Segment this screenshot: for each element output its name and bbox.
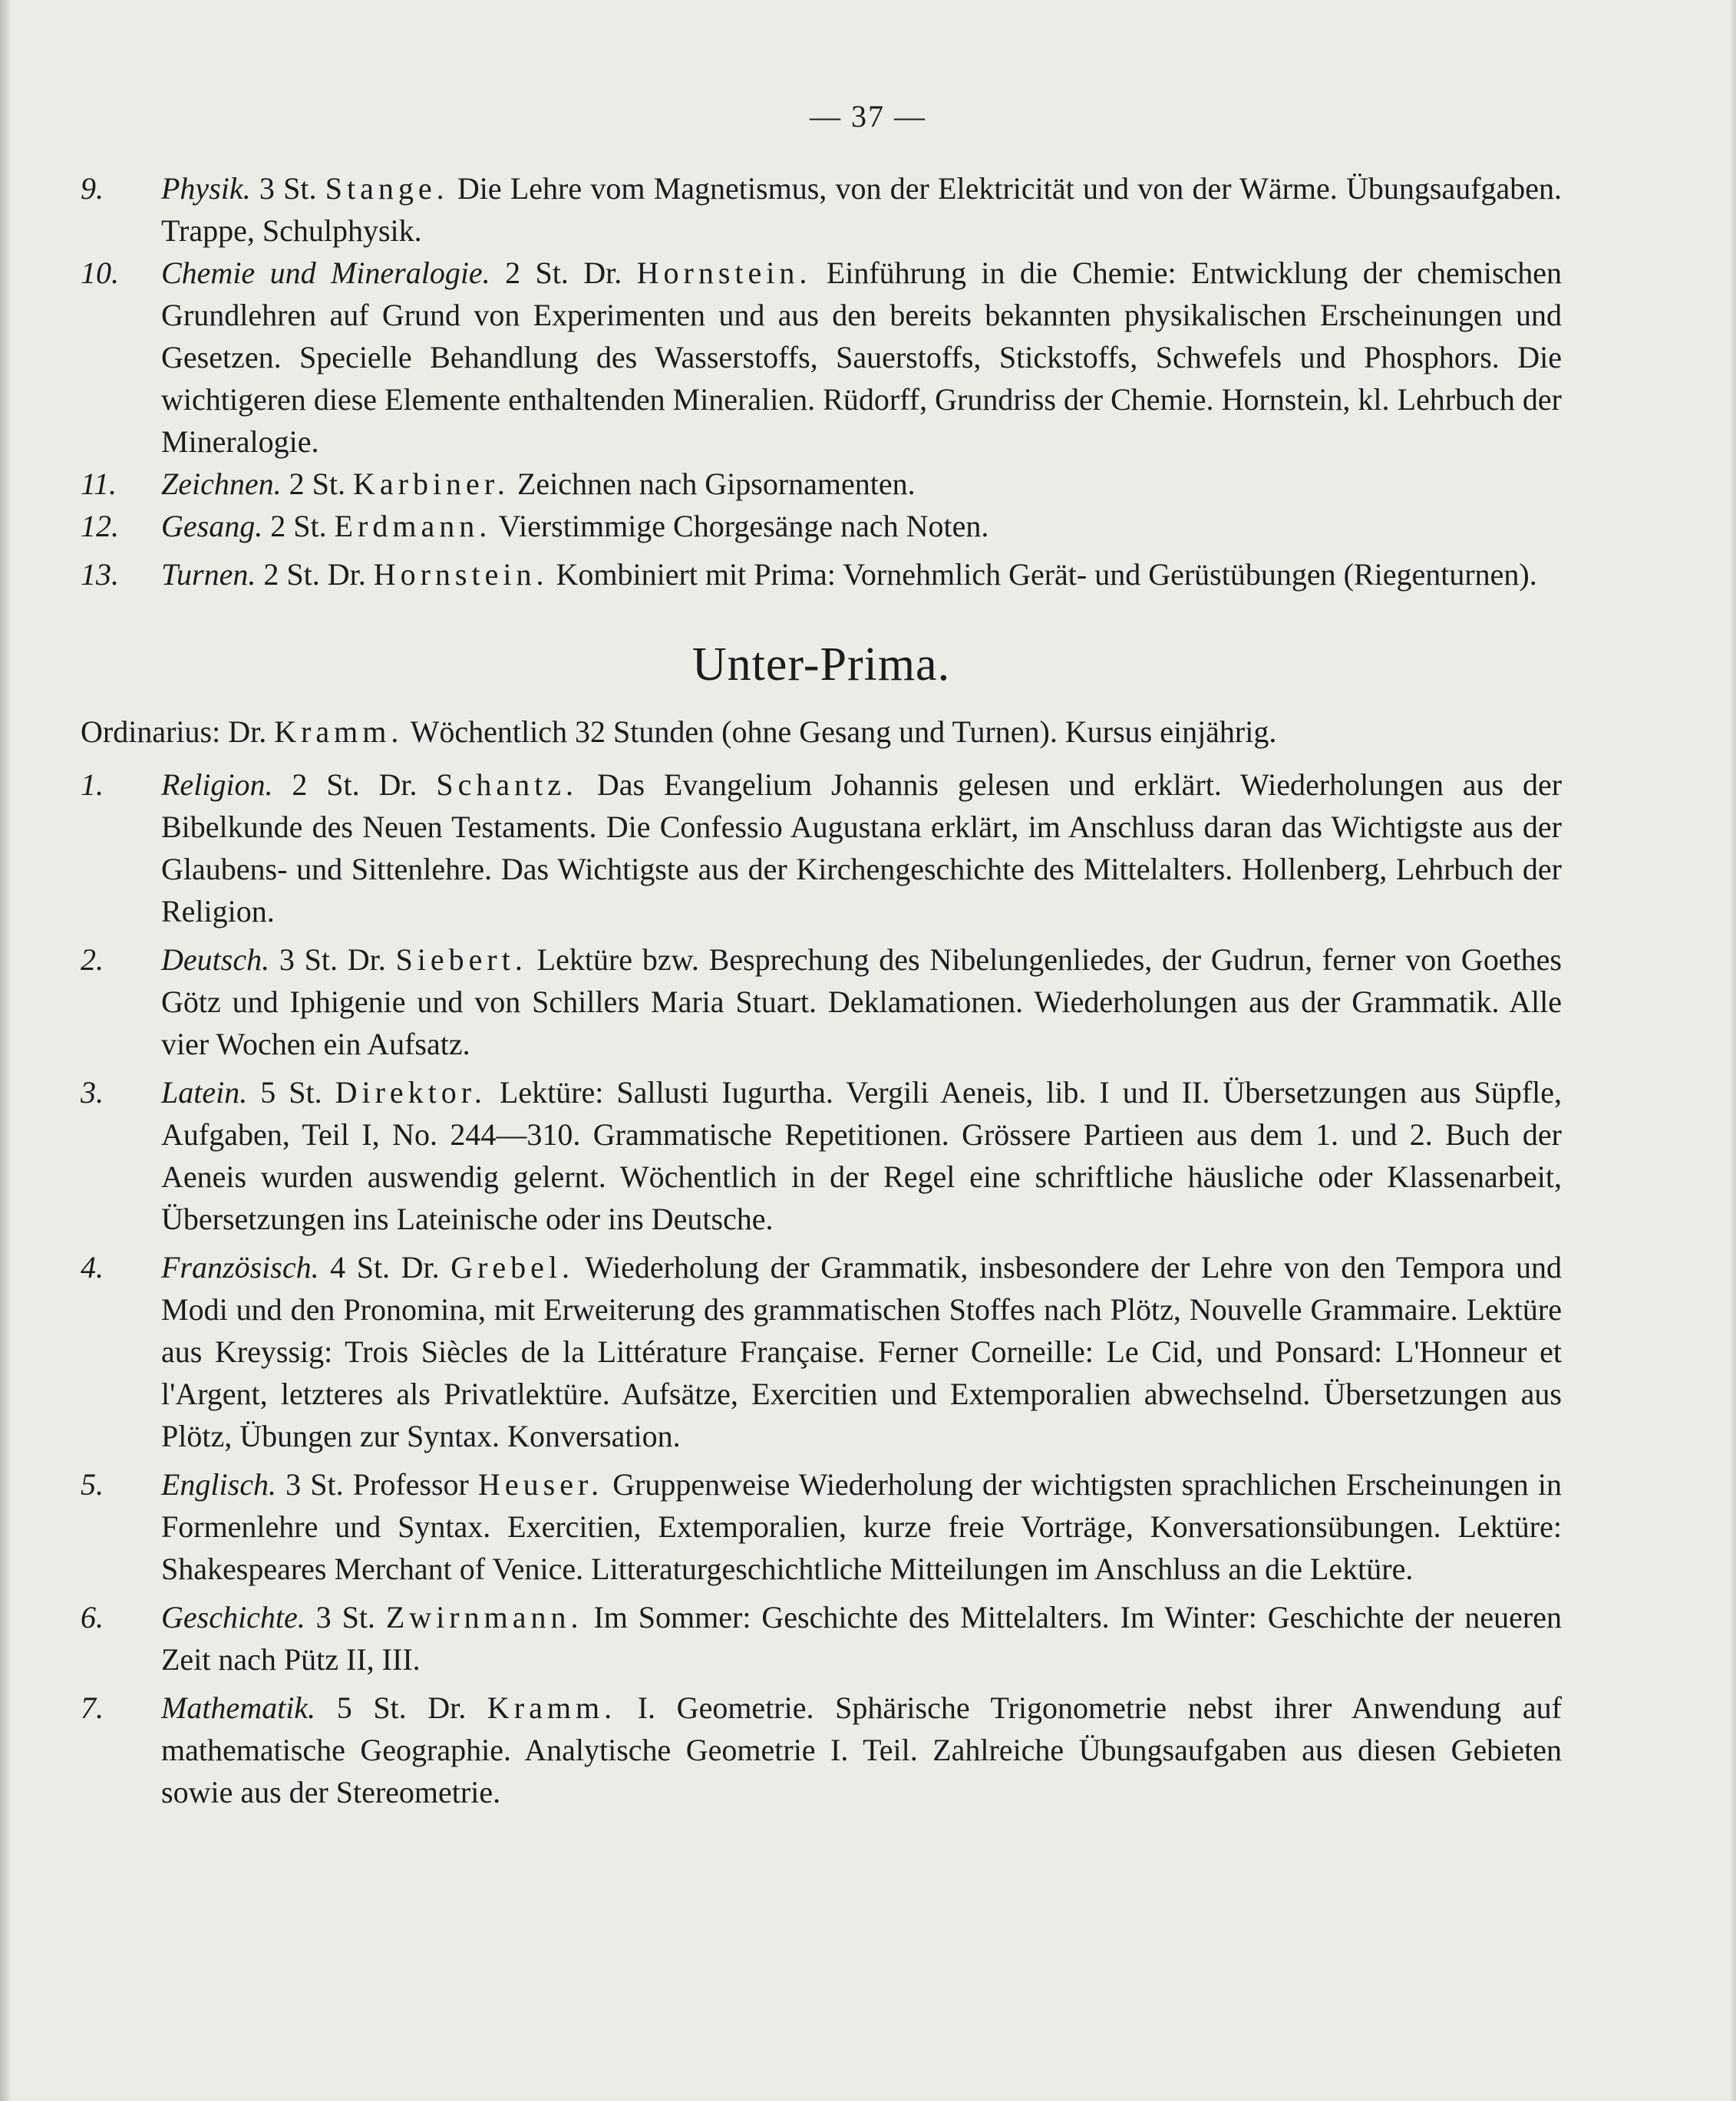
- entry-text: Lektüre: Sallusti Iugurtha. Vergili Aeneis, lib. I und II. Übersetzungen aus Süpfle, Aufgaben, Teil I, No. 244—310. Grammatische Repetitionen. Grössere Partieen aus dem 1. und 2. Buch der Aeneis wurden auswendig gelernt. Wöchentlich in der Regel eine schriftliche häusliche oder Klassenarbeit, Übersetzungen ins Lateinische oder ins Deutsche.: [161, 1075, 1563, 1236]
- entry-teacher: Hornstein.: [636, 256, 812, 290]
- entry-turnen: [81, 553, 1562, 595]
- entry-hours: 2 St.: [289, 467, 345, 501]
- page-content: [81, 167, 1562, 1813]
- page-number: — 37 —: [810, 99, 926, 134]
- ordinarius-line: [81, 711, 1562, 753]
- entry-teacher: Hornstein.: [373, 557, 549, 592]
- entry-subject: Latein.: [161, 1075, 248, 1110]
- entry-number: 6.: [81, 1600, 104, 1634]
- entry-text: Die Lehre vom Magnetismus, von der Elektricität und von der Wärme. Übungsaufgaben. Trappe, Schulphysik.: [161, 171, 1563, 248]
- entry-geschichte: [81, 1596, 1562, 1680]
- entry-subject: Zeichnen.: [161, 467, 282, 501]
- entry-subject: Religion.: [161, 767, 273, 802]
- entry-subject: Englisch.: [161, 1467, 276, 1502]
- entry-franzoesisch: [81, 1246, 1562, 1457]
- entry-hours: 5 St.: [260, 1075, 322, 1110]
- entry-hours: 2 St.: [270, 509, 327, 543]
- page-edge-left: [0, 0, 11, 2101]
- entry-subject: Französisch.: [161, 1250, 319, 1285]
- entry-number: 1.: [81, 767, 104, 802]
- entry-number: 7.: [81, 1690, 104, 1725]
- ordinarius-label: Ordinarius:: [81, 714, 221, 749]
- entry-text: Vierstimmige Chorgesänge nach Noten.: [498, 509, 989, 543]
- entry-text: I. Geometrie. Sphärische Trigonometrie nebst ihrer Anwendung auf mathematische Geographie. Analytische Geometrie I. Teil. Zahlreiche Übungsaufgaben aus diesen Gebieten sowie aus der Stereometrie.: [161, 1690, 1562, 1809]
- entry-text: Im Sommer: Geschichte des Mittelalters. Im Winter: Geschichte der neueren Zeit nach Pütz II, III.: [161, 1600, 1562, 1677]
- entry-hours: 5 St.: [336, 1690, 407, 1725]
- entry-latein: [81, 1071, 1562, 1240]
- entry-teacher: Schantz.: [436, 767, 578, 802]
- entry-teacher: Grebel.: [451, 1250, 575, 1285]
- entry-number: 5.: [81, 1467, 104, 1502]
- entry-teacher: Zwirnmann.: [385, 1600, 583, 1634]
- entry-subject: Turnen.: [161, 557, 256, 592]
- entry-gesang: [81, 505, 1562, 547]
- entry-hours: 3 St.: [279, 942, 338, 977]
- entry-teacher: Direktor.: [335, 1075, 487, 1110]
- entry-subject: Deutsch.: [161, 942, 270, 977]
- entry-subject: Mathematik.: [161, 1690, 316, 1725]
- entry-chemie: [81, 252, 1562, 463]
- entry-text: Lektüre bzw. Besprechung des Nibelungenliedes, der Gudrun, ferner von Goethes Götz und Iphigenie und von Schillers Maria Stuart. Deklamationen. Wiederholungen aus der Grammatik. Alle vier Wochen ein Aufsatz.: [161, 942, 1562, 1061]
- entry-teacher-title: Dr.: [327, 557, 366, 592]
- ordinarius-name: Kramm.: [274, 714, 404, 749]
- entry-number: 10.: [81, 256, 119, 290]
- entry-hours: 4 St.: [330, 1250, 391, 1285]
- entry-teacher: Erdmann.: [334, 509, 492, 543]
- entry-teacher-title: Dr.: [427, 1690, 467, 1725]
- entry-zeichnen: [81, 463, 1562, 505]
- entry-subject: Physik.: [161, 171, 251, 206]
- entry-teacher: Siebert.: [395, 942, 527, 977]
- ordinarius-title: Dr.: [228, 714, 267, 749]
- entry-hours: 3 St.: [285, 1467, 344, 1502]
- entry-religion: [81, 764, 1562, 932]
- entry-teacher-title: Dr.: [378, 767, 417, 802]
- entry-teacher: Karbiner.: [352, 467, 510, 501]
- entry-englisch: [81, 1463, 1562, 1590]
- section-title: Unter-Prima.: [691, 638, 951, 691]
- entry-teacher: Kramm.: [487, 1690, 617, 1725]
- entry-teacher-title: Professor: [352, 1467, 469, 1502]
- entry-number: 11.: [81, 467, 117, 501]
- entry-physik: [81, 167, 1562, 252]
- entry-number: 9.: [81, 171, 104, 206]
- entry-teacher: Heuser.: [478, 1467, 604, 1502]
- entry-number: 3.: [81, 1075, 104, 1110]
- entry-teacher-title: Dr.: [347, 942, 386, 977]
- entry-text: Kombiniert mit Prima: Vornehmlich Gerät- und Gerüstübungen (Riegenturnen).: [556, 557, 1537, 592]
- entry-subject: Geschichte.: [161, 1600, 305, 1634]
- entry-number: 4.: [81, 1250, 104, 1285]
- entry-hours: 2 St.: [263, 557, 320, 592]
- entry-number: 2.: [81, 942, 104, 977]
- entry-hours: 3 St.: [315, 1600, 375, 1634]
- entry-teacher-title: Dr.: [401, 1250, 440, 1285]
- page-edge-right: [1730, 0, 1736, 2101]
- entry-text: Das Evangelium Johannis gelesen und erklärt. Wiederholungen aus der Bibelkunde des Neuen Testaments. Die Confessio Augustana erklärt, im Anschluss daran das Wichtigste aus der Glaubens- und Sittenlehre. Das Wichtigste aus der Kirchengeschichte des Mittelalters. Hollenberg, Lehrbuch der Religion.: [161, 767, 1563, 928]
- entry-number: 12.: [81, 509, 119, 543]
- entry-number: 13.: [81, 557, 119, 592]
- ordinarius-text: Wöchentlich 32 Stunden (ohne Gesang und Turnen). Kursus einjährig.: [410, 714, 1277, 749]
- entry-text: Zeichnen nach Gipsornamenten.: [517, 467, 916, 501]
- entry-text: Wiederholung der Grammatik, insbesondere der Lehre von den Tempora und Modi und den Pronomina, mit Erweiterung des grammatischen Stoffes nach Plötz, Nouvelle Grammaire. Lektüre aus Kreyssig: Trois Siècles de la Littérature Française. Ferner Corneille: Le Cid, und Ponsard: L'Honneur et l'Argent, letzteres als Privatlektüre. Aufsätze, Exercitien und Extemporalien abwechselnd. Übersetzungen aus Plötz, Übungen zur Syntax. Konversation.: [161, 1250, 1563, 1453]
- entry-teacher-title: Dr.: [583, 256, 622, 290]
- entry-hours: 2 St.: [292, 767, 360, 802]
- entry-hours: 2 St.: [505, 256, 569, 290]
- entry-subject: Chemie und Mineralogie.: [161, 256, 490, 290]
- entry-mathematik: [81, 1687, 1562, 1813]
- entry-hours: 3 St.: [259, 171, 317, 206]
- entry-deutsch: [81, 938, 1562, 1065]
- entry-text: Einführung in die Chemie: Entwicklung der chemischen Grundlehren auf Grund von Experimenten und aus den bereits bekannten physikalischen Erscheinungen und Gesetzen. Specielle Behandlung des Wasserstoffs, Sauerstoffs, Stickstoffs, Schwefels und Phosphors. Die wichtigeren diese Elemente enthaltenden Mineralien. Rüdorff, Grundriss der Chemie. Hornstein, kl. Lehrbuch der Mineralogie.: [161, 256, 1563, 459]
- entry-teacher: Stange.: [325, 171, 449, 206]
- entry-text: Gruppenweise Wiederholung der wichtigsten sprachlichen Erscheinungen in Formenlehre und Syntax. Exercitien, Extemporalien, kurze freie Vorträge, Konversationsübungen. Lektüre: Shakespeares Merchant of Venice. Litteraturgeschichtliche Mitteilungen im Anschluss an die Lektüre.: [161, 1467, 1562, 1586]
- entry-subject: Gesang.: [161, 509, 263, 543]
